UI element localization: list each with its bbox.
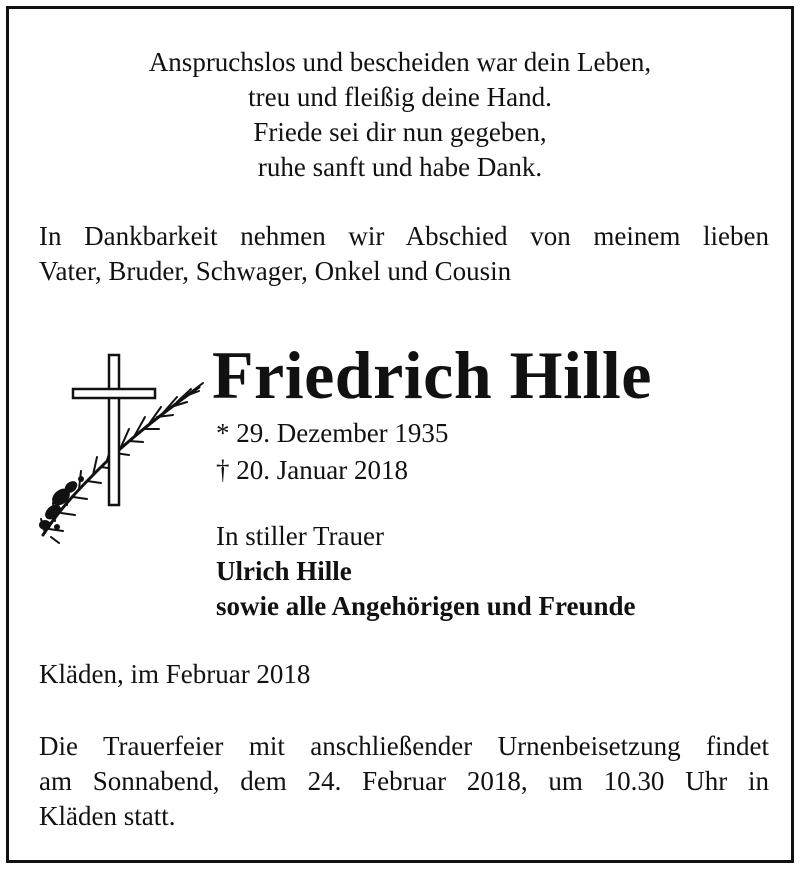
deceased-name: Friedrich Hille <box>212 337 652 413</box>
poem-line-4: ruhe sanft und habe Dank. <box>257 152 543 182</box>
death-date: † 20. Januar 2018 <box>216 455 408 485</box>
poem-verse <box>9 45 791 185</box>
intro-line-2: Vater, Bruder, Schwager, Onkel und Cousin <box>39 256 512 286</box>
mourning-intro: In stiller Trauer <box>216 521 384 551</box>
farewell-intro <box>39 219 769 289</box>
ceremony-line-1: Die Trauerfeier mit anschließender Urnenbeisetzung findet <box>39 731 769 761</box>
ceremony-line-3: Kläden statt. <box>39 801 176 831</box>
poem-line-1: Anspruchslos und bescheiden war dein Leben, <box>148 47 652 77</box>
birth-date: * 29. Dezember 1935 <box>216 418 449 448</box>
life-dates <box>216 415 448 489</box>
place-and-date: Kläden, im Februar 2018 <box>39 659 311 689</box>
ceremony-notice <box>39 729 769 834</box>
ceremony-line-2: am Sonnabend, dem 24. Februar 2018, um 10.30 Uhr in <box>39 766 769 796</box>
intro-line-1: In Dankbarkeit nehmen wir Abschied von meinem lieben <box>39 221 769 251</box>
mourner-others: sowie alle Angehörigen und Freunde <box>216 591 636 621</box>
obituary-frame <box>6 6 794 863</box>
poem-line-2: treu und fleißig deine Hand. <box>248 82 552 112</box>
poem-line-3: Friede sei dir nun gegeben, <box>253 117 547 147</box>
mourner-name: Ulrich Hille <box>216 556 352 586</box>
cross-with-fir-branch-icon <box>31 347 211 547</box>
mourners-block <box>216 519 636 624</box>
